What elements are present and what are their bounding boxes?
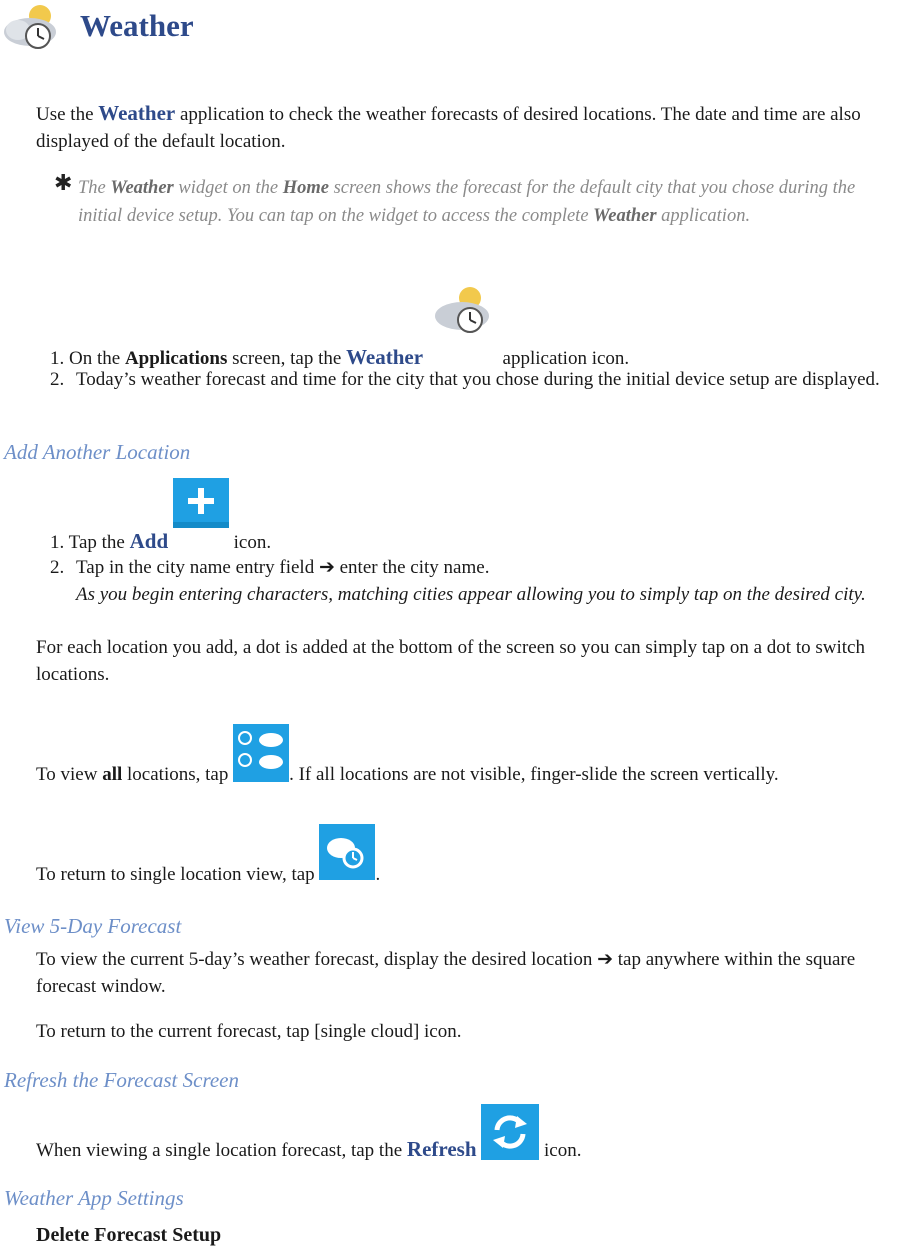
step-2-number: 2.	[50, 369, 65, 390]
section-add-another-location: Add Another Location	[4, 440, 191, 464]
add-plus-icon[interactable]	[173, 506, 229, 552]
add-step-2-number: 2.	[50, 557, 65, 578]
weather-app-name: Weather	[98, 101, 176, 125]
dots-paragraph: For each location you add, a dot is added at the bottom of the screen so you can simply tap on a dot to switch locations.	[36, 637, 865, 685]
return-forecast-paragraph: To return to the current forecast, tap [single cloud] icon.	[36, 1021, 462, 1042]
arrow-right-icon: ➔	[592, 949, 618, 970]
intro-paragraph: Use the Weather application to check the weather forecasts of desired locations. The date and time are also displayed of the default location.	[36, 101, 861, 152]
arrow-right-icon: ➔	[314, 557, 340, 578]
weather-logo-icon	[2, 2, 64, 52]
single-view-paragraph: To return to single location view, tap .	[36, 860, 896, 888]
step-1: 1. On the Applications screen, tap the Weather application icon.	[50, 314, 910, 372]
refresh-icon[interactable]	[481, 1136, 539, 1164]
section-view-5-day-forecast: View 5-Day Forecast	[4, 914, 182, 938]
add-step-1: 1. Tap the Add icon.	[50, 506, 450, 556]
note-paragraph: The Weather widget on the Home screen shows the forecast for the default city that you chose during the initial device setup. You can tap on the widget to access the complete Weather application.	[78, 178, 856, 226]
delete-forecast-setup-heading: Delete Forecast Setup	[36, 1224, 222, 1246]
all-locations-icon[interactable]	[233, 760, 289, 788]
step-2: Today’s weather forecast and time for the city that you chose during the initial device setup are displayed.	[76, 369, 880, 390]
add-step-2: Tap in the city name entry field ➔ enter the city name. As you begin entering characters, matching cities appear allowing you to simply tap on the desired city.	[76, 557, 866, 605]
section-weather-app-settings: Weather App Settings	[4, 1186, 184, 1210]
section-refresh-forecast: Refresh the Forecast Screen	[4, 1068, 239, 1092]
page-title: Weather	[80, 8, 194, 43]
single-location-icon[interactable]	[319, 860, 375, 888]
star-icon: ✱	[54, 170, 73, 195]
refresh-paragraph: When viewing a single location forecast, tap the Refresh icon.	[36, 1136, 896, 1164]
view-all-paragraph: To view all locations, tap . If all locations are not visible, finger-slide the screen vertically.	[36, 760, 896, 788]
five-day-paragraph: To view the current 5-day’s weather forecast, display the desired location ➔ tap anywhere within the square forecast window.	[36, 949, 856, 997]
weather-app-icon[interactable]	[432, 314, 498, 368]
